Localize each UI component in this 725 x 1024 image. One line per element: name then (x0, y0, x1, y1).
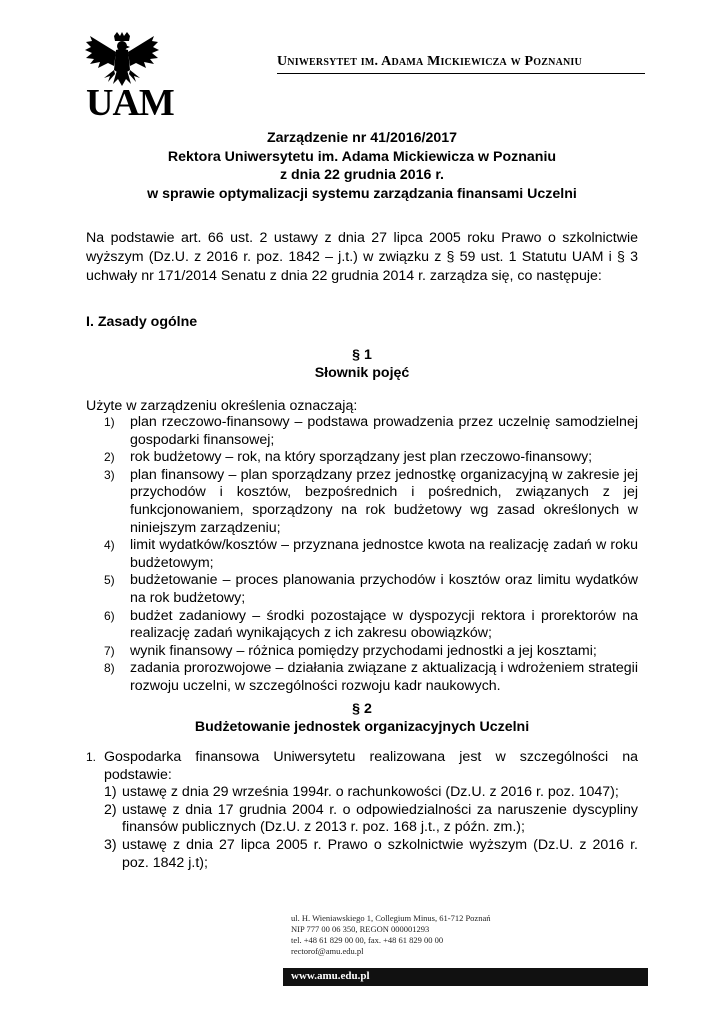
budget-basis-list (86, 749, 638, 872)
paragraph-2-heading (86, 700, 638, 736)
item-text: ustawę z dnia 29 września 1994r. o rachunkowości (Dz.U. z 2016 r. poz. 1047); (122, 784, 619, 801)
item-number: 1) (104, 415, 115, 429)
paragraph-title: Budżetowanie jednostek organizacyjnych Uczelni (194, 719, 530, 735)
item-text: wynik finansowy – różnica pomiędzy przychodami jednostki a jej kosztami; (130, 642, 597, 659)
item-text: limit wydatków/kosztów – przyznana jednostce kwota na realizację zadań w roku budżetowym; (130, 537, 638, 571)
section-heading: I. Zasady ogólne (86, 314, 198, 330)
footer-address: ul. H. Wieniawskiego 1, Collegium Minus, 61-712 Poznań (291, 913, 491, 923)
list-item (104, 537, 638, 572)
intro-paragraph: Na podstawie art. 66 ust. 2 ustawy z dnia 27 lipca 2005 roku Prawo o szkolnictwie wyższym (Dz.U. z 2016 r. poz. 1842 – j.t.) w związku z § 59 ust. 1 Statutu UAM i § 3 uchwały nr 171/2014 Senatu z dnia 22 grudnia 2014 r. zarządza się, co następuje: (86, 230, 638, 284)
footer-url: www.amu.edu.pl (291, 970, 370, 982)
definitions-list (104, 414, 638, 696)
item-number: 1) (104, 784, 117, 801)
list-item (104, 643, 638, 661)
item-text: zadania prorozwojowe – działania związane z aktualizacją i wdrożeniem strategii rozwoju uczelni, w szczególności rozwoju kadr naukowych. (130, 660, 638, 694)
list-item (104, 467, 638, 537)
title-line-3: z dnia 22 grudnia 2016 r. (279, 167, 444, 183)
item-number: 3) (104, 836, 117, 853)
paragraph-title: Słownik pojęć (314, 365, 410, 381)
list-item (104, 660, 638, 695)
definitions-lead: Użyte w zarządzeniu określenia oznaczają: (86, 398, 358, 414)
paragraph-sign: § 1 (352, 347, 372, 363)
footer-phone: tel. +48 61 829 00 00, fax. +48 61 829 00 00 (291, 935, 444, 945)
list-item (104, 784, 638, 802)
paragraph-sign: § 2 (352, 701, 372, 717)
header-divider (277, 73, 645, 74)
point-1 (86, 749, 638, 784)
item-text: rok budżetowy – rok, na który sporządzany jest plan rzeczowo-finansowy; (130, 449, 593, 466)
list-item (104, 449, 638, 467)
item-text: ustawę z dnia 17 grudnia 2004 r. o odpowiedzialności za naruszenie dyscypliny finansów publicznych (Dz.U. z 2013 r. poz. 168 j.t., z późn. zm.); (122, 801, 638, 836)
document-title (86, 129, 638, 203)
point-text: Gospodarka finansowa Uniwersytetu realizowana jest w szczególności na podstawie: (104, 749, 638, 783)
footer-email: rectorof@amu.edu.pl (291, 946, 364, 956)
uam-logo-text: UAM (86, 82, 174, 124)
item-text: budżet zadaniowy – środki pozostające w dyspozycji rektora i prorektorów na realizację zadań wynikających z ich zakresu obowiązków; (130, 607, 638, 642)
title-line-4: w sprawie optymalizacji systemu zarządzania finansami Uczelni (147, 185, 577, 202)
item-number: 2) (104, 801, 117, 818)
item-number: 8) (104, 661, 115, 676)
item-number: 7) (104, 643, 115, 658)
item-number: 2) (104, 450, 115, 465)
point-number: 1. (86, 750, 97, 764)
list-item (104, 837, 638, 872)
item-text: ustawę z dnia 27 lipca 2005 r. Prawo o szkolnictwie wyższym (Dz.U. z 2016 r. poz. 1842 j.t); (122, 836, 638, 871)
legal-acts-list (86, 784, 638, 872)
item-text: plan rzeczowo-finansowy – podstawa prowadzenia przez uczelnię samodzielnej gospodarki finansowej; (130, 414, 638, 448)
footer-nip: NIP 777 00 06 350, REGON 000001293 (291, 924, 430, 934)
title-line-2: Rektora Uniwersytetu im. Adama Mickiewicza w Poznaniu (167, 148, 557, 165)
item-text: plan finansowy – plan sporządzany przez jednostkę organizacyjną w zakresie jej przychodów i kosztów, bezpośrednich i pośrednich, związanych z jej funkcjonowaniem, sporządzony na rok budżetowy wg zasad określonych w niniejszym zarządzeniu; (130, 466, 638, 536)
item-number: 3) (104, 467, 115, 482)
footer-bar (283, 968, 648, 986)
item-number: 4) (104, 538, 115, 553)
item-text: budżetowanie – proces planowania przychodów i kosztów oraz limitu wydatków na rok budżetowy; (130, 572, 638, 606)
item-number: 6) (104, 608, 115, 623)
item-number: 5) (104, 573, 115, 588)
list-item (104, 802, 638, 837)
university-name: Uniwersytet im. Adama Mickiewicza w Poznaniu (277, 54, 582, 69)
list-item (104, 572, 638, 607)
list-item (104, 608, 638, 643)
footer-address-block (291, 913, 490, 957)
paragraph-1-heading (86, 346, 638, 382)
list-item (104, 414, 638, 449)
eagle-icon (84, 32, 160, 88)
title-line-1: Zarządzenie nr 41/2016/2017 (266, 130, 458, 146)
